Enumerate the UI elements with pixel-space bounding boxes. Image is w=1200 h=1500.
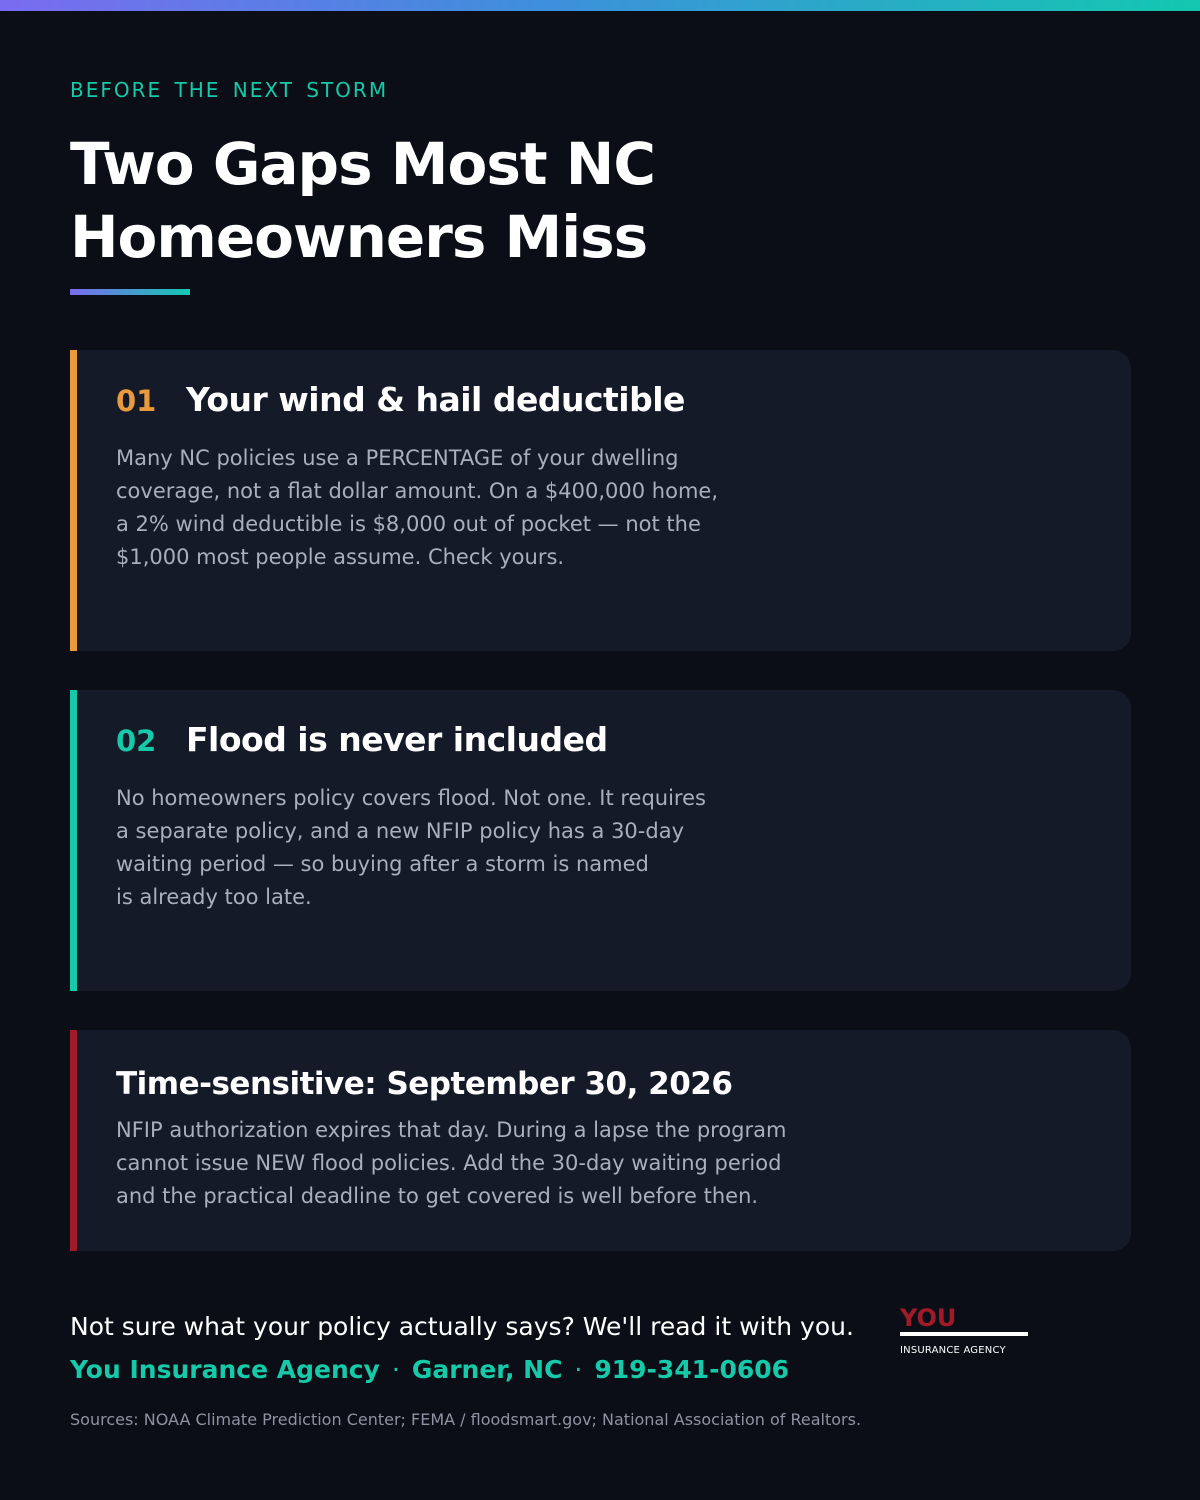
card-title: Your wind & hail deductible — [186, 380, 685, 419]
logo-wordmark: YOU — [900, 1304, 957, 1332]
title-underline — [70, 289, 190, 295]
phone-number[interactable]: 919-341-0606 — [594, 1355, 790, 1384]
agency-location: Garner, NC — [411, 1355, 563, 1384]
card-number: 02 — [116, 724, 157, 758]
separator-dot: · — [574, 1355, 583, 1384]
page-title: Two Gaps Most NC Homeowners Miss — [70, 130, 655, 271]
card-time-sensitive — [70, 1030, 1131, 1251]
logo-rule — [900, 1332, 1028, 1336]
card-body: NFIP authorization expires that day. During a lapse the program cannot issue NEW flood policies. Add the 30-day waiting period and the practical deadline to get covered is well before then. — [116, 1118, 787, 1208]
separator-dot: · — [391, 1355, 400, 1384]
logo-subtitle: INSURANCE AGENCY — [900, 1345, 1006, 1356]
card-flood — [70, 690, 1131, 991]
card-accent-bar — [70, 1030, 77, 1251]
card-title: Time-sensitive: September 30, 2026 — [116, 1066, 733, 1102]
card-accent-bar — [70, 350, 77, 651]
card-title: Flood is never included — [186, 720, 608, 759]
card-body: Many NC policies use a PERCENTAGE of your dwelling coverage, not a flat dollar amount. On a $400,000 home, a 2% wind deductible is $8,000 out of pocket — not the $1,000 most people assume. Check yours. — [116, 446, 719, 569]
agency-contact-line — [70, 1355, 789, 1384]
agency-logo — [900, 1305, 1030, 1356]
top-gradient-bar — [0, 0, 1200, 11]
eyebrow-label: BEFORE THE NEXT STORM — [70, 78, 389, 102]
card-number: 01 — [116, 384, 157, 418]
card-accent-bar — [70, 690, 77, 991]
card-wind-hail — [70, 350, 1131, 651]
agency-name: You Insurance Agency — [70, 1355, 380, 1384]
sources-note: Sources: NOAA Climate Prediction Center; FEMA / floodsmart.gov; National Association of Realtors. — [70, 1410, 862, 1429]
card-body: No homeowners policy covers flood. Not one. It requires a separate policy, and a new NFIP policy has a 30-day waiting period — so buying after a storm is named is already too late. — [116, 786, 706, 909]
call-to-action: Not sure what your policy actually says? We'll read it with you. — [70, 1312, 854, 1341]
